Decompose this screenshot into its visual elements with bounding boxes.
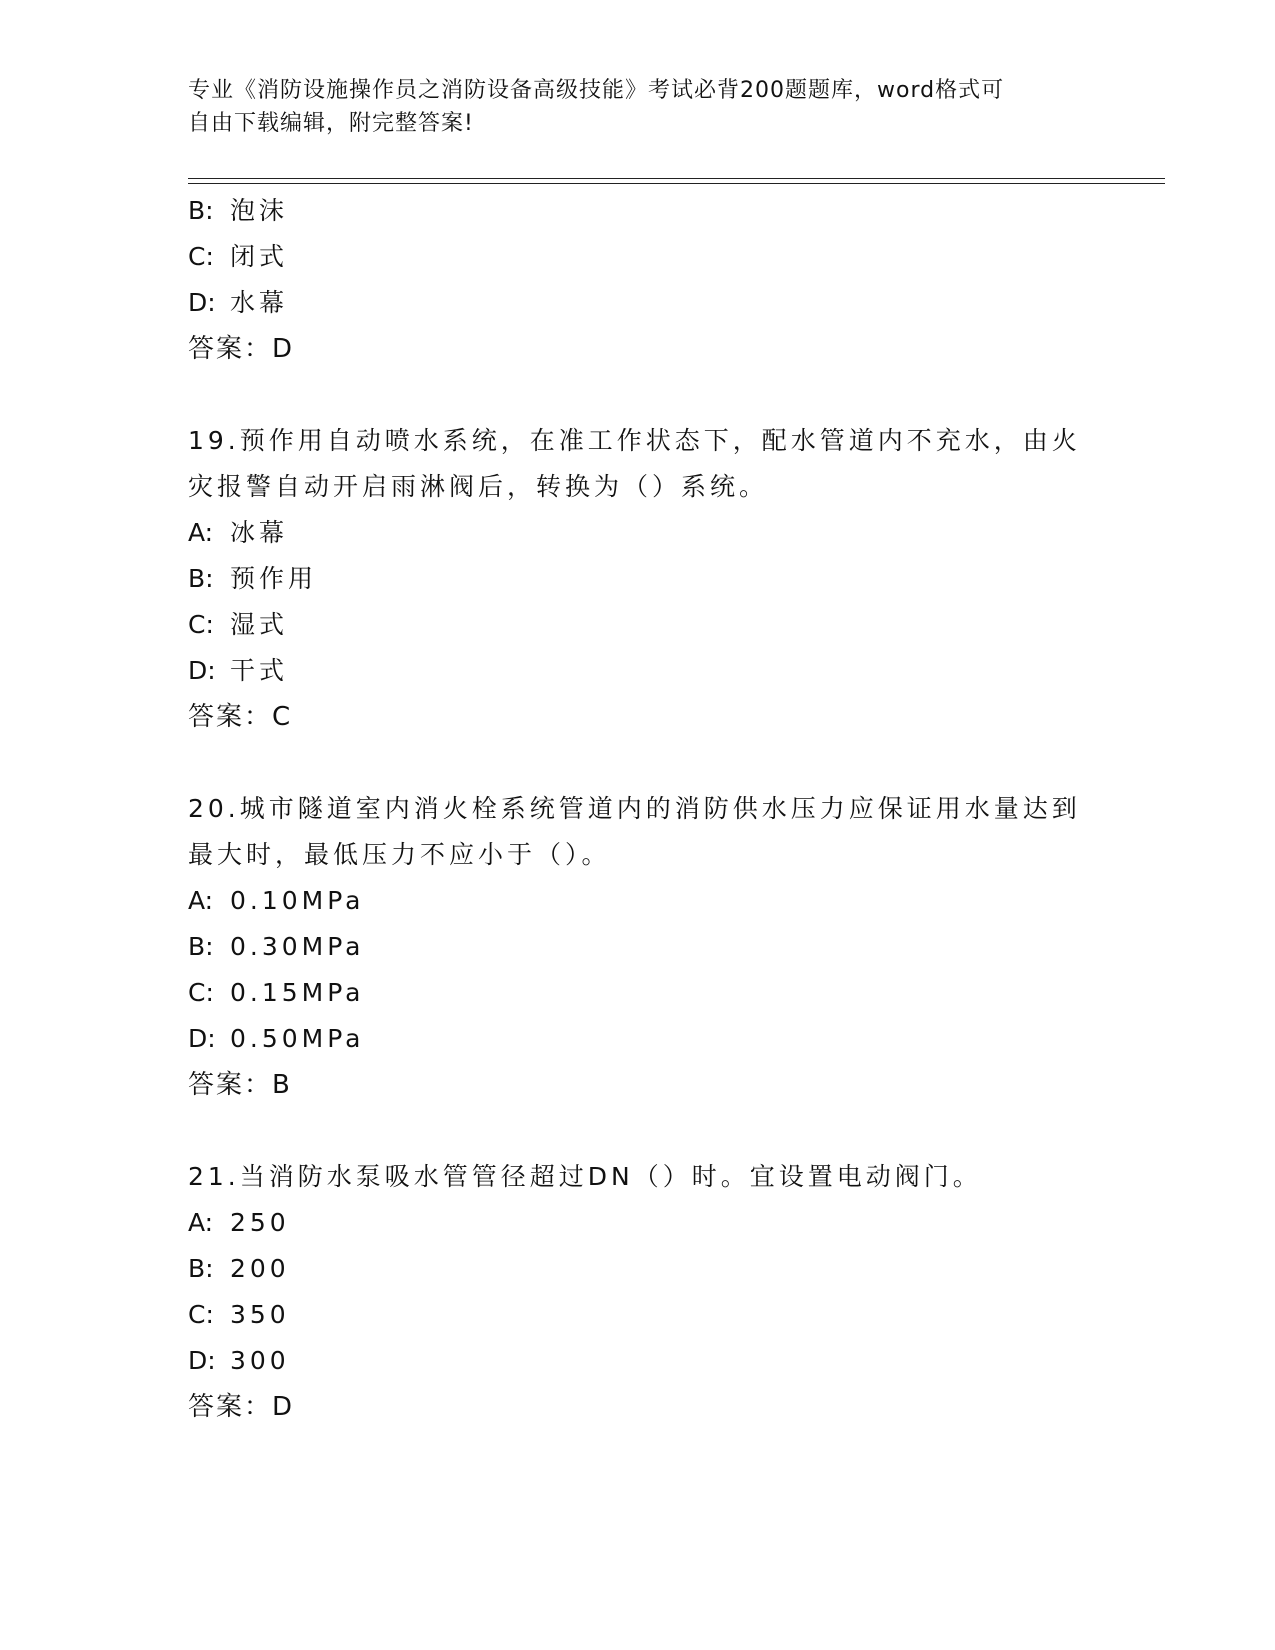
option-text: 水幕 [230, 288, 289, 317]
question-stem-line-2: 灾报警自动开启雨淋阀后，转换为（）系统。 [188, 472, 769, 501]
option-c [188, 1292, 1088, 1338]
question-spacer [188, 372, 1088, 418]
option-text: 0.30MPa [230, 932, 365, 961]
option-text: 350 [230, 1300, 290, 1329]
option-label: B: [188, 196, 214, 225]
option-label: B: [188, 932, 214, 961]
option-d [188, 1016, 1088, 1062]
answer-line: 答案：D [188, 334, 295, 364]
option-c [188, 234, 1088, 280]
option-text: 0.15MPa [230, 978, 365, 1007]
option-text: 300 [230, 1346, 290, 1375]
option-label: D: [188, 288, 216, 317]
option-label: B: [188, 1254, 214, 1283]
option-c [188, 602, 1088, 648]
option-text: 0.10MPa [230, 886, 365, 915]
question-stem-line-1: 19.预作用自动喷水系统，在准工作状态下，配水管道内不充水，由火 [188, 426, 1081, 455]
header-divider-top [188, 178, 1165, 179]
question-stem-line-2: 最大时，最低压力不应小于（）。 [188, 840, 611, 869]
option-a [188, 510, 1088, 556]
option-a [188, 1200, 1088, 1246]
option-text: 干式 [230, 656, 289, 685]
document-header [188, 74, 1068, 140]
option-a [188, 878, 1088, 924]
option-label: C: [188, 1300, 214, 1329]
question-spacer [188, 1108, 1088, 1154]
option-text: 0.50MPa [230, 1024, 365, 1053]
question-21 [188, 1154, 1088, 1430]
header-divider-bottom [188, 183, 1165, 184]
option-text: 闭式 [230, 242, 289, 271]
answer-line: 答案：D [188, 1392, 295, 1422]
option-b [188, 556, 1088, 602]
option-label: D: [188, 656, 216, 685]
option-label: A: [188, 1208, 214, 1237]
option-label: B: [188, 564, 214, 593]
answer-line: 答案：C [188, 702, 293, 732]
option-label: D: [188, 1024, 216, 1053]
option-label: C: [188, 242, 214, 271]
question-20 [188, 786, 1088, 1108]
option-text: 预作用 [230, 564, 318, 593]
option-label: A: [188, 518, 214, 547]
answer-line: 答案：B [188, 1070, 292, 1100]
header-title-line-1: 专业《消防设施操作员之消防设备高级技能》考试必背200题题库，word格式可 [188, 78, 1005, 103]
question-stem-line-1: 21.当消防水泵吸水管管径超过DN（）时。宜设置电动阀门。 [188, 1162, 982, 1191]
option-b [188, 1246, 1088, 1292]
question-18-tail [188, 188, 1088, 372]
option-b [188, 188, 1088, 234]
option-label: C: [188, 610, 214, 639]
option-d [188, 648, 1088, 694]
option-label: A: [188, 886, 214, 915]
option-text: 泡沫 [230, 196, 289, 225]
option-c [188, 970, 1088, 1016]
option-text: 250 [230, 1208, 290, 1237]
option-d [188, 1338, 1088, 1384]
option-text: 湿式 [230, 610, 289, 639]
option-text: 冰幕 [230, 518, 289, 547]
question-list [188, 188, 1088, 1430]
header-title-line-2: 自由下载编辑，附完整答案! [188, 111, 474, 136]
question-stem-line-1: 20.城市隧道室内消火栓系统管道内的消防供水压力应保证用水量达到 [188, 794, 1081, 823]
question-19 [188, 418, 1088, 740]
option-label: D: [188, 1346, 216, 1375]
option-label: C: [188, 978, 214, 1007]
option-d [188, 280, 1088, 326]
option-text: 200 [230, 1254, 290, 1283]
question-spacer [188, 740, 1088, 786]
option-b [188, 924, 1088, 970]
